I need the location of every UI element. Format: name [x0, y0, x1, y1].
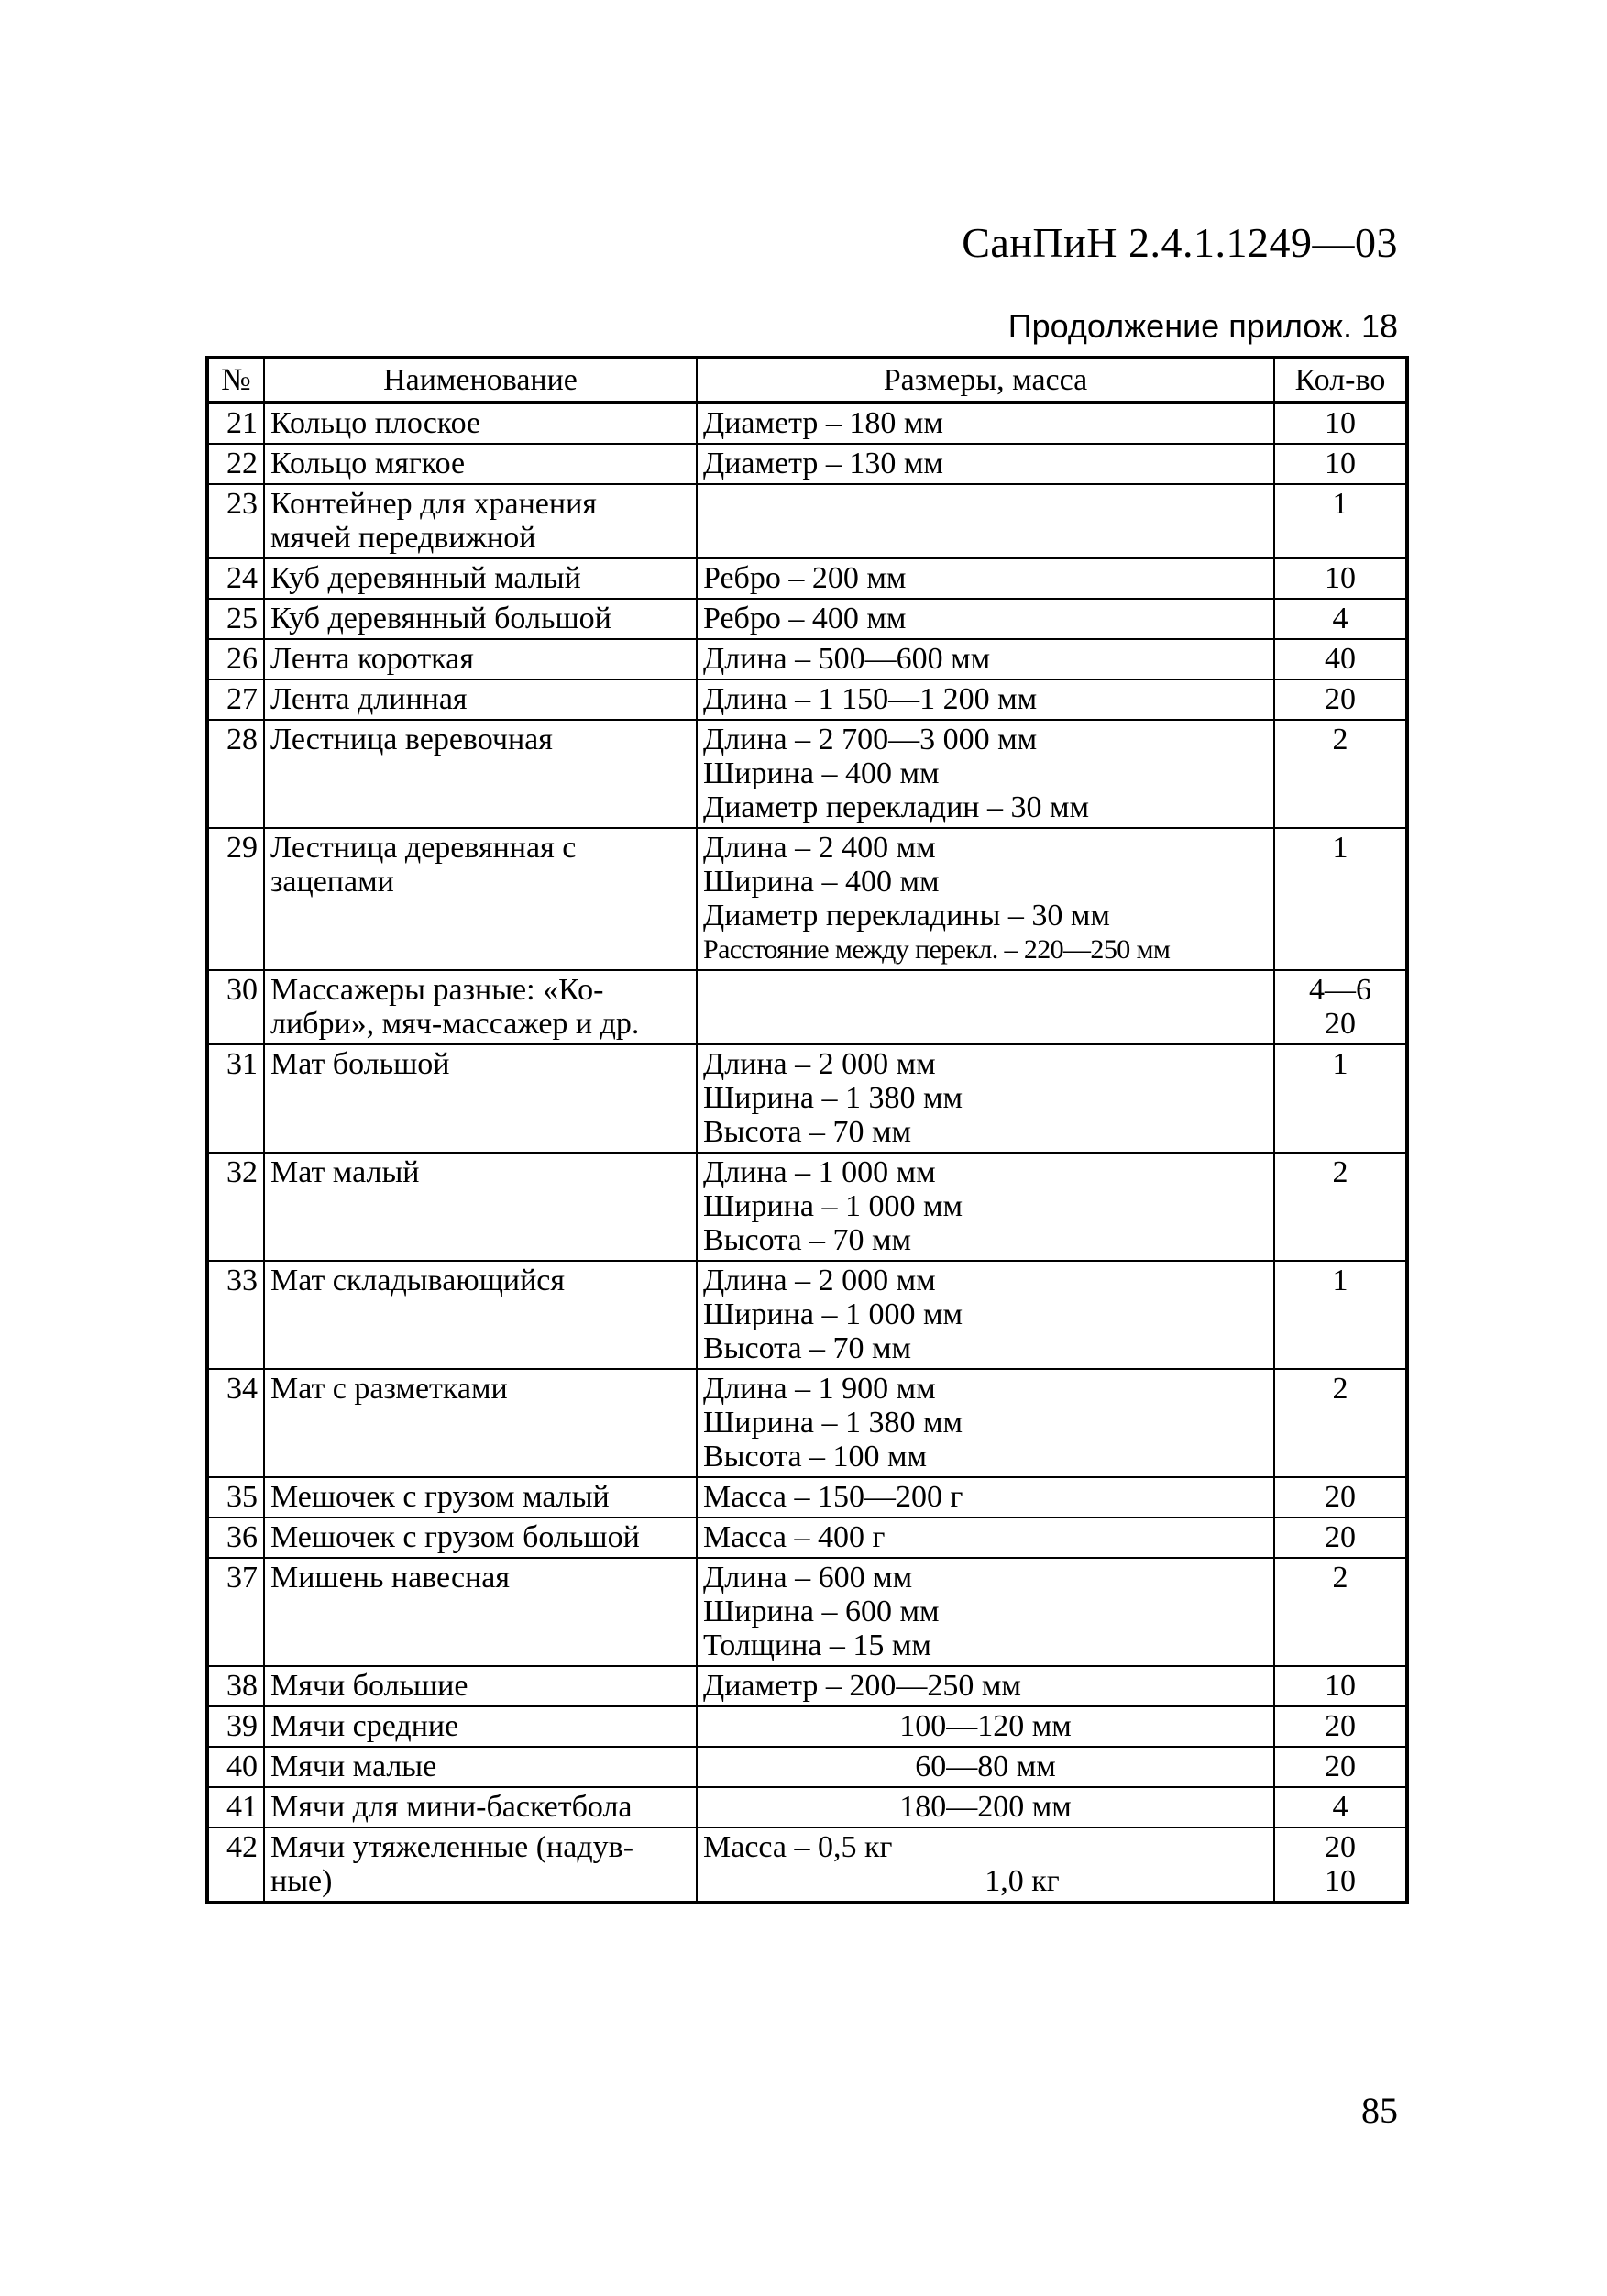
item-size-cell	[697, 1747, 1274, 1787]
item-name-cell	[264, 679, 697, 720]
item-quantity-cell	[1274, 1518, 1407, 1558]
item-name-cell	[264, 828, 697, 970]
table-row	[207, 599, 1407, 639]
table-row	[207, 1369, 1407, 1477]
item-quantity-line: 40	[1325, 642, 1356, 676]
item-name-cell	[264, 639, 697, 679]
item-name-cell	[264, 1558, 697, 1666]
item-name-line: мячей передвижной	[270, 521, 536, 555]
item-name-cell	[264, 1477, 697, 1518]
item-quantity-cell	[1274, 444, 1407, 484]
table-header-row	[207, 358, 1407, 403]
item-size-line: Ширина – 1 000 мм	[703, 1189, 963, 1223]
table-row	[207, 403, 1407, 444]
item-name-line: Лента короткая	[270, 642, 474, 676]
item-size-line: Длина – 1 150—1 200 мм	[703, 682, 1038, 716]
table-row	[207, 444, 1407, 484]
item-size-line: Ширина – 400 мм	[703, 756, 940, 790]
item-quantity-line: 4—6	[1309, 973, 1371, 1007]
item-name-line: Мячи для мини-баскетбола	[270, 1790, 633, 1824]
table-row	[207, 1477, 1407, 1518]
item-quantity-cell	[1274, 679, 1407, 720]
row-number: 32	[207, 1153, 264, 1261]
item-name-cell	[264, 444, 697, 484]
item-name-line: Мешочек с грузом малый	[270, 1480, 610, 1514]
item-quantity-line: 20	[1325, 1520, 1356, 1554]
item-size-line: Длина – 1 900 мм	[703, 1372, 936, 1406]
table-row	[207, 639, 1407, 679]
table-row	[207, 1747, 1407, 1787]
row-number: 34	[207, 1369, 264, 1477]
table-row	[207, 1706, 1407, 1747]
item-size-cell	[697, 599, 1274, 639]
item-size-cell	[697, 484, 1274, 558]
row-number: 35	[207, 1477, 264, 1518]
item-size-cell	[697, 1666, 1274, 1706]
item-size-cell	[697, 1827, 1274, 1903]
item-name-line: Мат большой	[270, 1047, 450, 1081]
item-size-line: Диаметр – 130 мм	[703, 447, 943, 480]
item-quantity-cell	[1274, 1706, 1407, 1747]
item-size-line: 100—120 мм	[899, 1709, 1072, 1743]
item-name-line: Кольцо мягкое	[270, 447, 466, 480]
table-row	[207, 1153, 1407, 1261]
item-size-cell	[697, 403, 1274, 444]
item-quantity-cell	[1274, 1261, 1407, 1369]
item-size-line: Длина – 1 000 мм	[703, 1155, 936, 1189]
item-size-line: Масса – 400 г	[703, 1520, 886, 1554]
item-name-line: Мячи средние	[270, 1709, 459, 1743]
item-name-line: Кольцо плоское	[270, 406, 481, 440]
item-quantity-line: 10	[1325, 1864, 1356, 1898]
table-row	[207, 484, 1407, 558]
item-name-cell	[264, 558, 697, 599]
table-row	[207, 1666, 1407, 1706]
item-quantity-line: 2	[1332, 723, 1348, 756]
item-quantity-line: 1	[1332, 831, 1348, 865]
item-quantity-line: 2	[1332, 1372, 1348, 1406]
item-quantity-line: 10	[1325, 561, 1356, 595]
item-quantity-line: 20	[1325, 1750, 1356, 1783]
item-size-line: Высота – 70 мм	[703, 1115, 912, 1149]
row-number: 30	[207, 970, 264, 1044]
item-size-cell	[697, 1706, 1274, 1747]
item-name-line: Лестница деревянная с	[270, 831, 577, 865]
table-row	[207, 558, 1407, 599]
table-row	[207, 1261, 1407, 1369]
item-quantity-line: 10	[1325, 406, 1356, 440]
item-size-line: Ширина – 400 мм	[703, 865, 940, 899]
table-row	[207, 970, 1407, 1044]
equipment-table	[205, 356, 1409, 1904]
item-name-line: Контейнер для хранения	[270, 487, 597, 521]
item-name-line: Мячи утяжеленные (надув-	[270, 1830, 634, 1864]
row-number: 29	[207, 828, 264, 970]
item-size-line: Ширина – 1 380 мм	[703, 1406, 963, 1440]
item-quantity-cell	[1274, 720, 1407, 828]
item-size-cell	[697, 558, 1274, 599]
item-quantity-cell	[1274, 484, 1407, 558]
item-quantity-line: 20	[1325, 1480, 1356, 1514]
item-size-line: Диаметр перекладин – 30 мм	[703, 790, 1090, 824]
table-row	[207, 1044, 1407, 1153]
item-size-cell	[697, 1044, 1274, 1153]
item-name-cell	[264, 1369, 697, 1477]
row-number: 22	[207, 444, 264, 484]
item-name-cell	[264, 970, 697, 1044]
item-size-line: 1,0 кг	[985, 1864, 1060, 1898]
item-quantity-cell	[1274, 1477, 1407, 1518]
row-number: 23	[207, 484, 264, 558]
item-size-cell	[697, 1153, 1274, 1261]
item-quantity-cell	[1274, 599, 1407, 639]
item-size-line: Высота – 70 мм	[703, 1223, 912, 1257]
table-row	[207, 1827, 1407, 1903]
item-quantity-line: 20	[1325, 1830, 1356, 1864]
item-size-cell	[697, 720, 1274, 828]
row-number: 31	[207, 1044, 264, 1153]
item-quantity-line: 20	[1325, 1709, 1356, 1743]
row-number: 39	[207, 1706, 264, 1747]
item-name-cell	[264, 1518, 697, 1558]
row-number: 36	[207, 1518, 264, 1558]
item-quantity-line: 4	[1332, 1790, 1348, 1824]
item-name-line: Куб деревянный малый	[270, 561, 581, 595]
item-name-line: Мешочек с грузом большой	[270, 1520, 640, 1554]
item-size-line: Ширина – 600 мм	[703, 1595, 940, 1628]
item-size-cell	[697, 639, 1274, 679]
item-name-line: Куб деревянный большой	[270, 602, 611, 635]
column-header-name: Наименование	[264, 358, 697, 403]
row-number: 40	[207, 1747, 264, 1787]
item-quantity-cell	[1274, 1787, 1407, 1827]
item-name-line: Мишень навесная	[270, 1561, 510, 1595]
column-header-size: Размеры, масса	[697, 358, 1274, 403]
item-size-cell	[697, 1261, 1274, 1369]
item-size-cell	[697, 444, 1274, 484]
item-size-line: Масса – 150—200 г	[703, 1480, 963, 1514]
row-number: 37	[207, 1558, 264, 1666]
continuation-note: Продолжение прилож. 18	[1007, 307, 1398, 345]
table-row	[207, 1558, 1407, 1666]
item-size-line: Ширина – 1 380 мм	[703, 1081, 963, 1115]
item-quantity-cell	[1274, 1369, 1407, 1477]
column-header-number: №	[207, 358, 264, 403]
item-size-line: Длина – 2 700—3 000 мм	[703, 723, 1038, 756]
item-size-line: Ребро – 200 мм	[703, 561, 907, 595]
row-number: 42	[207, 1827, 264, 1903]
item-quantity-cell	[1274, 1153, 1407, 1261]
item-size-line: Длина – 600 мм	[703, 1561, 913, 1595]
item-quantity-line: 1	[1332, 1047, 1348, 1081]
item-name-cell	[264, 1787, 697, 1827]
item-name-cell	[264, 599, 697, 639]
row-number: 21	[207, 403, 264, 444]
item-size-line: Высота – 100 мм	[703, 1440, 928, 1474]
item-name-cell	[264, 1747, 697, 1787]
item-name-line: Массажеры разные: «Ко-	[270, 973, 604, 1007]
row-number: 28	[207, 720, 264, 828]
row-number: 27	[207, 679, 264, 720]
page-number: 85	[1361, 2090, 1398, 2131]
column-header-quantity: Кол-во	[1274, 358, 1407, 403]
item-size-line: Диаметр – 180 мм	[703, 406, 943, 440]
row-number: 24	[207, 558, 264, 599]
item-quantity-cell	[1274, 1747, 1407, 1787]
item-name-cell	[264, 403, 697, 444]
item-quantity-cell	[1274, 1558, 1407, 1666]
item-size-line: 180—200 мм	[899, 1790, 1072, 1824]
item-size-line: Ребро – 400 мм	[703, 602, 907, 635]
item-quantity-cell	[1274, 828, 1407, 970]
item-quantity-line: 1	[1332, 487, 1348, 521]
item-size-cell	[697, 1558, 1274, 1666]
table-row	[207, 1787, 1407, 1827]
item-quantity-cell	[1274, 403, 1407, 444]
item-quantity-line: 4	[1332, 602, 1348, 635]
item-size-line: Масса – 0,5 кг	[703, 1830, 893, 1864]
item-name-line: зацепами	[270, 865, 394, 899]
table-row	[207, 720, 1407, 828]
row-number: 41	[207, 1787, 264, 1827]
item-name-line: либри», мяч-массажер и др.	[270, 1007, 640, 1041]
row-number: 26	[207, 639, 264, 679]
item-quantity-cell	[1274, 1827, 1407, 1903]
item-name-line: Мячи большие	[270, 1669, 468, 1703]
item-size-line: Диаметр – 200—250 мм	[703, 1669, 1021, 1703]
item-quantity-cell	[1274, 639, 1407, 679]
item-name-line: Лестница веревочная	[270, 723, 553, 756]
item-size-line: Длина – 2 400 мм	[703, 831, 936, 865]
table-row	[207, 828, 1407, 970]
item-size-cell	[697, 1369, 1274, 1477]
item-name-cell	[264, 1153, 697, 1261]
item-quantity-line: 1	[1332, 1264, 1348, 1297]
item-quantity-cell	[1274, 970, 1407, 1044]
item-name-cell	[264, 484, 697, 558]
item-size-cell	[697, 679, 1274, 720]
row-number: 38	[207, 1666, 264, 1706]
item-size-line: Высота – 70 мм	[703, 1331, 912, 1365]
item-name-cell	[264, 1706, 697, 1747]
item-size-line: 60—80 мм	[915, 1750, 1056, 1783]
row-number: 25	[207, 599, 264, 639]
item-quantity-cell	[1274, 1666, 1407, 1706]
item-size-line: Диаметр перекладины – 30 мм	[703, 899, 1110, 933]
item-name-line: Мат складывающийся	[270, 1264, 566, 1297]
item-name-cell	[264, 1261, 697, 1369]
document-code: СанПиН 2.4.1.1249—03	[962, 219, 1398, 266]
item-size-line: Расстояние между перекл. – 220—250 мм	[703, 934, 1171, 965]
item-size-line: Ширина – 1 000 мм	[703, 1297, 963, 1331]
table-row	[207, 1518, 1407, 1558]
item-name-line: Мат малый	[270, 1155, 420, 1189]
item-size-line: Длина – 2 000 мм	[703, 1264, 936, 1297]
item-size-line: Длина – 2 000 мм	[703, 1047, 936, 1081]
item-name-cell	[264, 1827, 697, 1903]
table-row	[207, 679, 1407, 720]
item-size-cell	[697, 1787, 1274, 1827]
item-size-cell	[697, 828, 1274, 970]
item-quantity-line: 20	[1325, 682, 1356, 716]
item-quantity-line: 2	[1332, 1561, 1348, 1595]
item-name-line: Лента длинная	[270, 682, 468, 716]
item-quantity-cell	[1274, 558, 1407, 599]
item-name-cell	[264, 1044, 697, 1153]
item-size-line: Толщина – 15 мм	[703, 1628, 931, 1662]
item-name-line: Мячи малые	[270, 1750, 437, 1783]
item-quantity-line: 20	[1325, 1007, 1356, 1041]
item-size-line: Длина – 500—600 мм	[703, 642, 991, 676]
item-quantity-line: 10	[1325, 1669, 1356, 1703]
item-name-cell	[264, 720, 697, 828]
item-name-cell	[264, 1666, 697, 1706]
item-name-line: Мат с разметками	[270, 1372, 508, 1406]
item-size-cell	[697, 1518, 1274, 1558]
item-size-cell	[697, 1477, 1274, 1518]
item-quantity-cell	[1274, 1044, 1407, 1153]
row-number: 33	[207, 1261, 264, 1369]
item-quantity-line: 2	[1332, 1155, 1348, 1189]
item-quantity-line: 10	[1325, 447, 1356, 480]
item-size-cell	[697, 970, 1274, 1044]
item-name-line: ные)	[270, 1864, 333, 1898]
